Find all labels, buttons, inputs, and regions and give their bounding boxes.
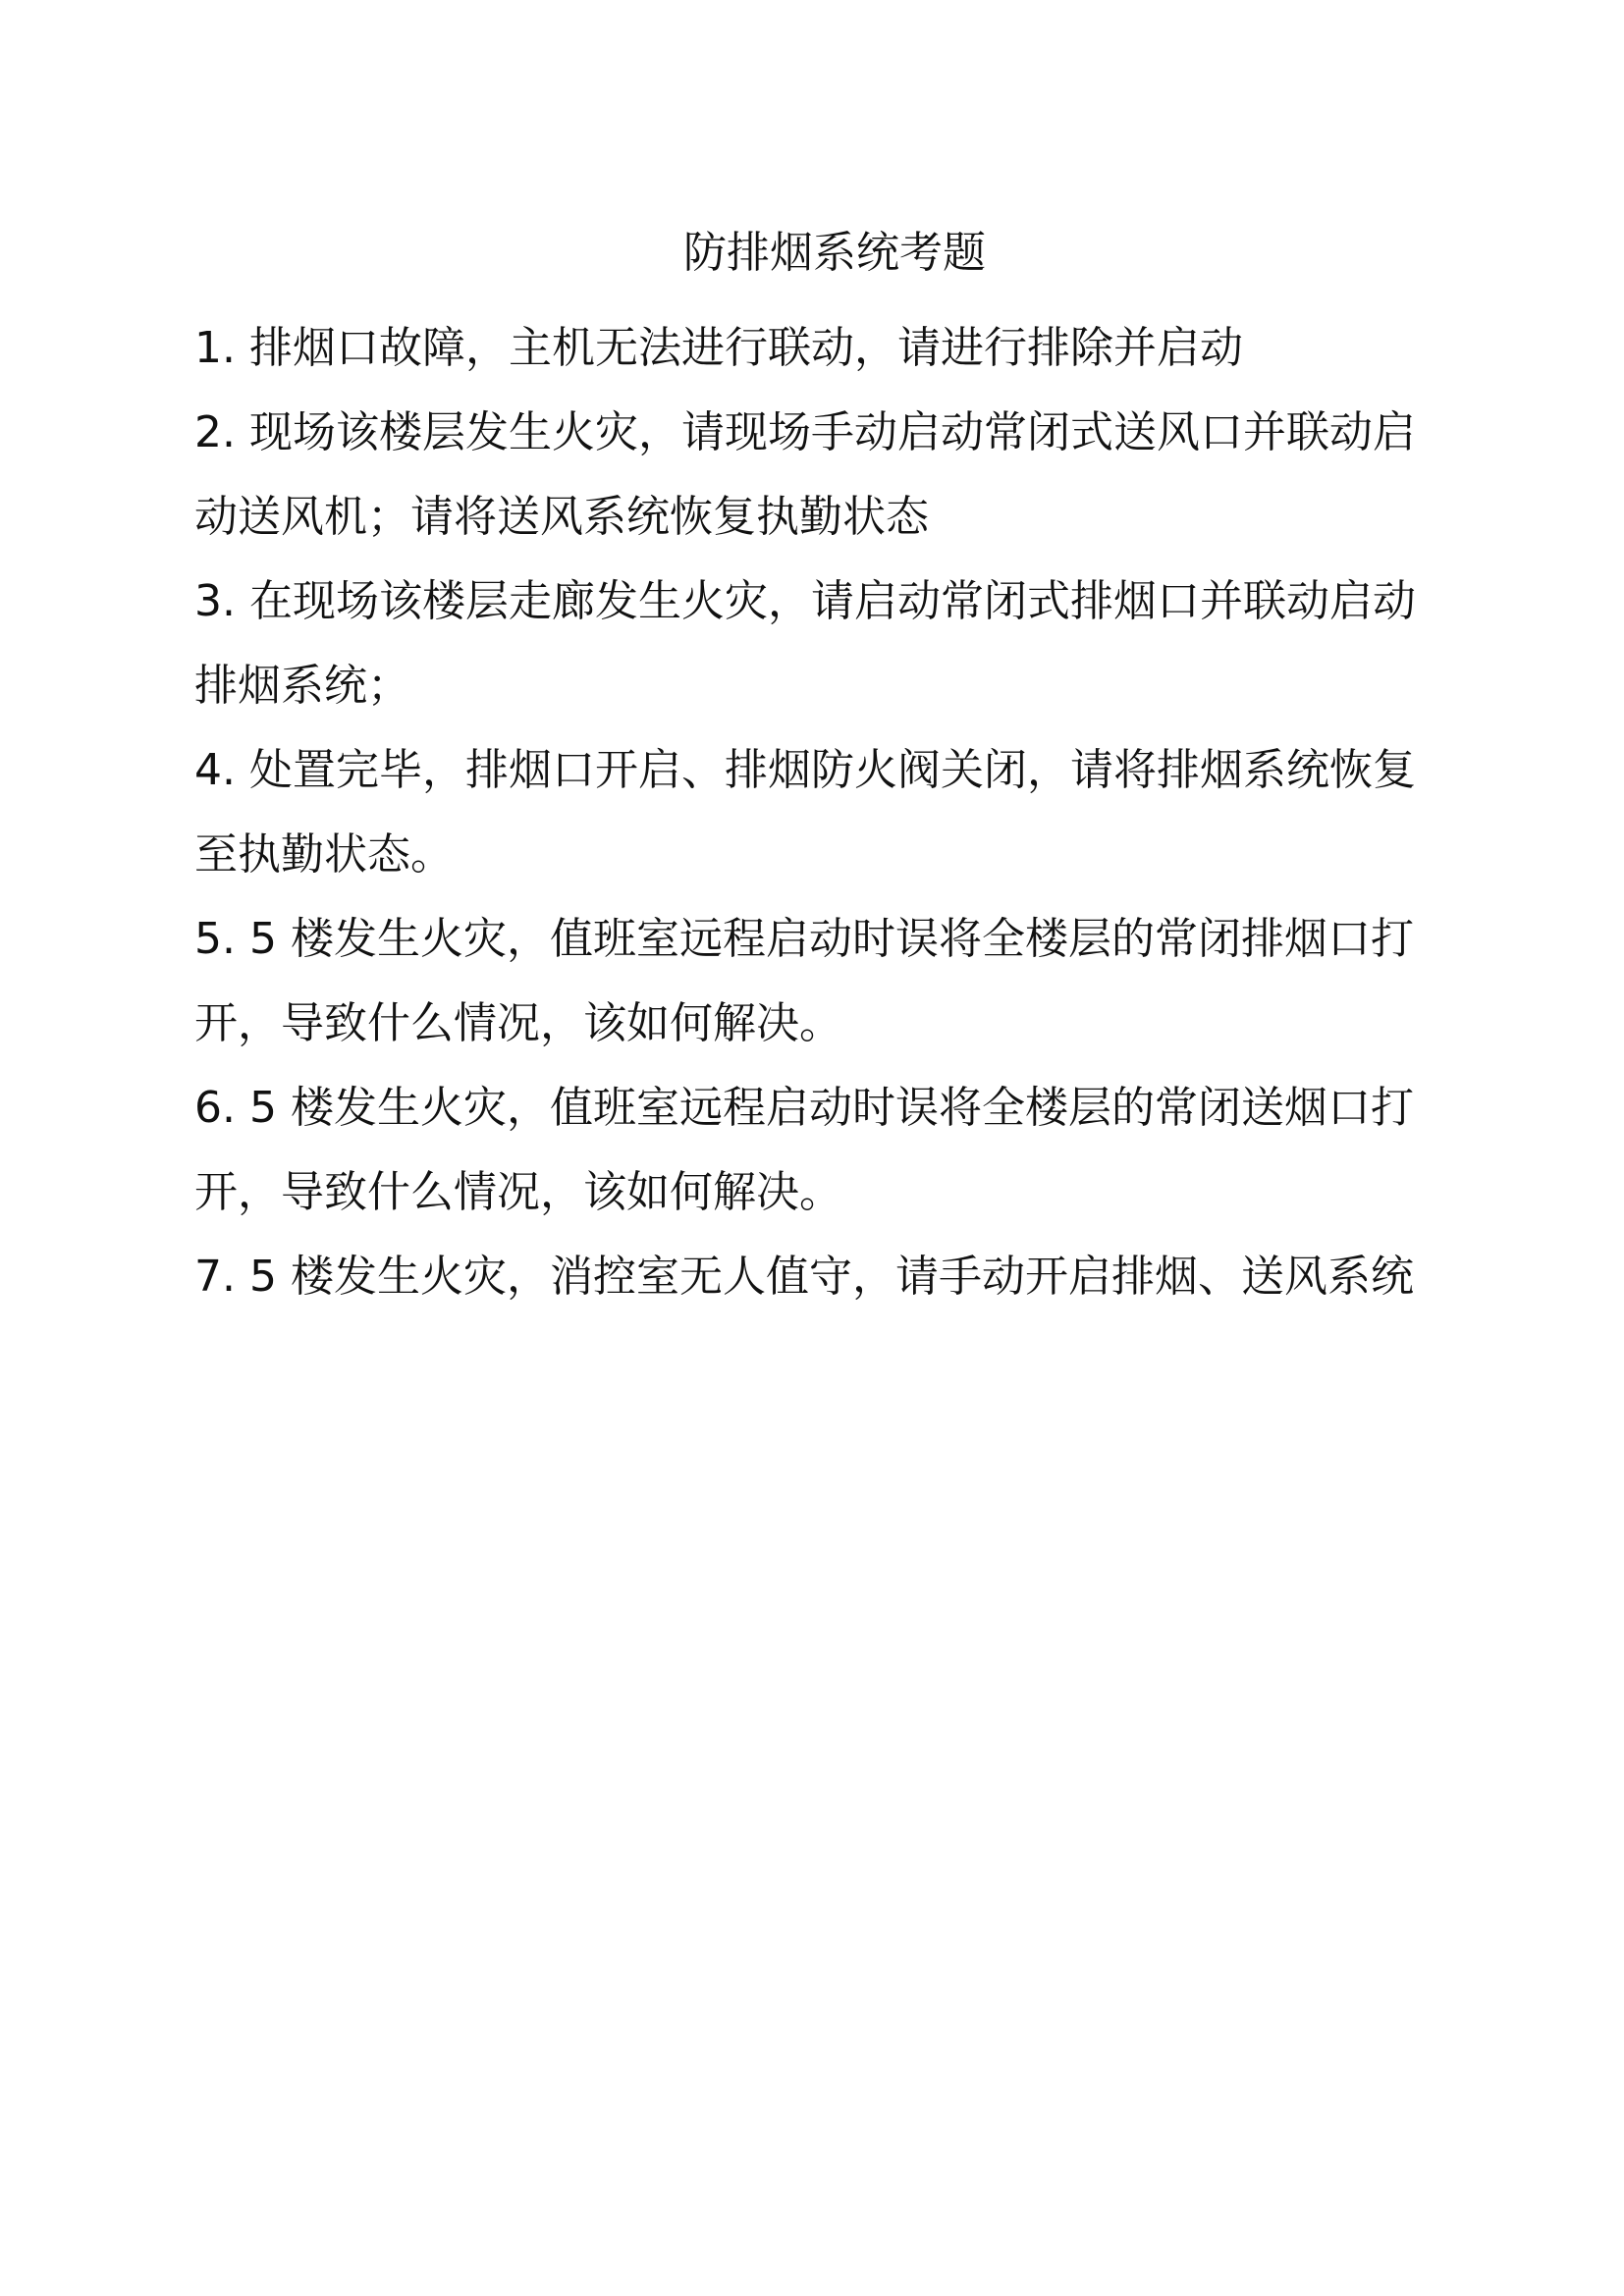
question-line-6: 4. 处置完毕，排烟口开启、排烟防火阀关闭，请将排烟系统恢复 [194,745,1416,795]
question-list [194,306,1490,1319]
question-line-12: 7. 5 楼发生火灾，消控室无人值守，请手动开启排烟、送风系统 [194,1252,1414,1302]
question-line-4: 3. 在现场该楼层走廊发生火灾，请启动常闭式排烟口并联动启动 [194,576,1416,626]
question-line-2: 2. 现场该楼层发生火灾，请现场手动启动常闭式送风口并联动启 [194,407,1416,457]
question-line-8: 5. 5 楼发生火灾，值班室远程启动时误将全楼层的常闭排烟口打 [194,914,1414,964]
question-line-9: 开，导致什么情况，该如何解决。 [194,998,842,1048]
question-line-11: 开，导致什么情况，该如何解决。 [194,1167,842,1217]
question-line-10: 6. 5 楼发生火灾，值班室远程启动时误将全楼层的常闭送烟口打 [194,1083,1414,1133]
question-line-3: 动送风机；请将送风系统恢复执勤状态 [194,492,929,542]
question-line-5: 排烟系统； [194,661,410,711]
question-line-1: 1. 排烟口故障，主机无法进行联动，请进行排除并启动 [194,323,1243,373]
question-line-7: 至执勤状态。 [194,829,454,880]
document-title: 防排烟系统考题 [683,228,986,278]
